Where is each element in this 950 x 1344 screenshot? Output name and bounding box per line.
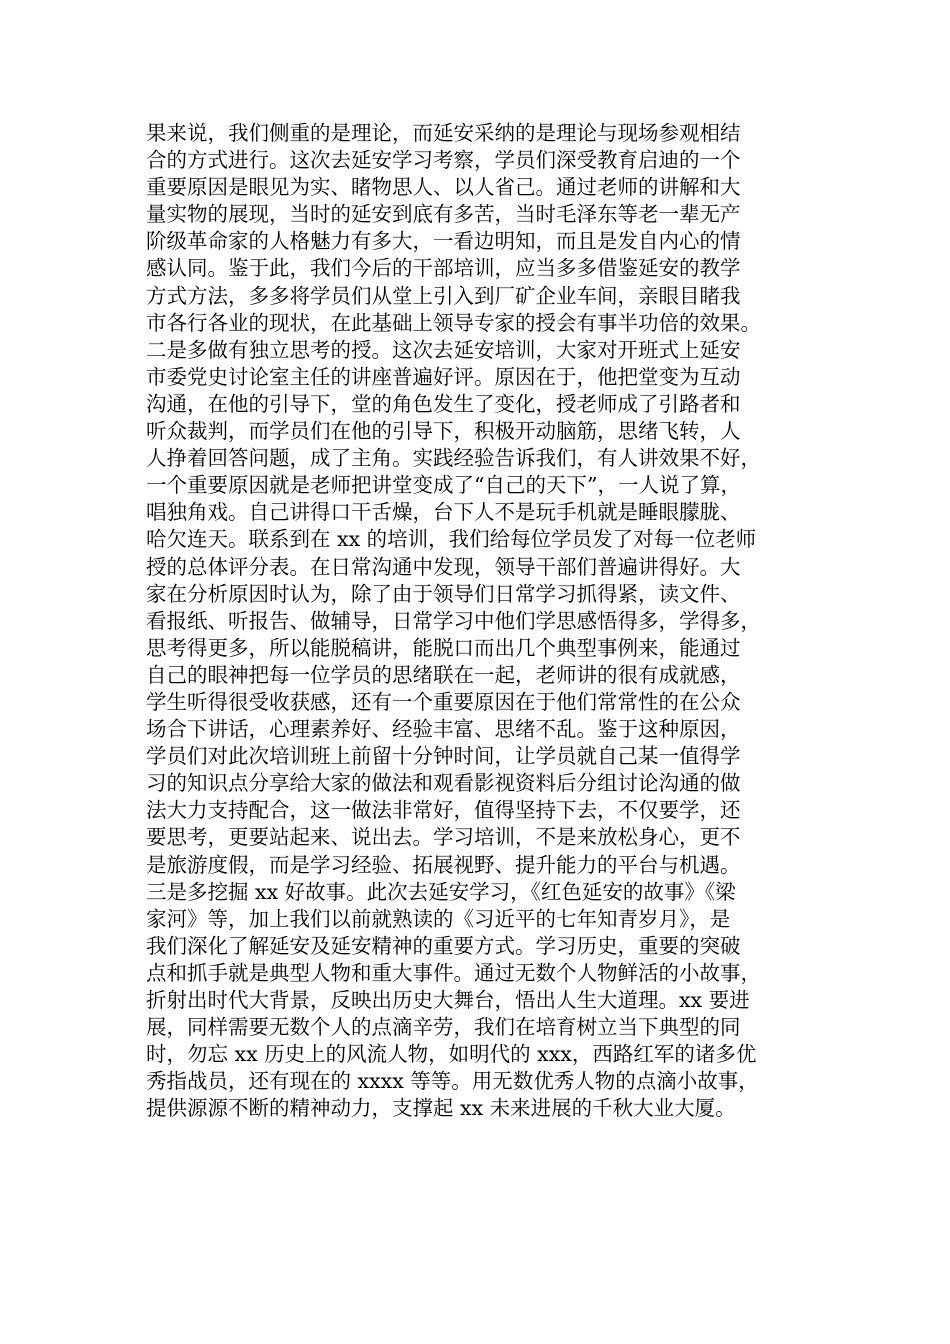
text-line: 习的知识点分享给大家的做法和观看影视资料后分组讨论沟通的做 — [146, 771, 741, 796]
text-line: 唱独角戏。自己讲得口干舌燥，台下人不是玩手机就是睡眼朦胧、 — [146, 500, 741, 525]
text-line: 合的方式进行。这次去延安学习考察，学员们深受教育启迪的一个 — [146, 148, 741, 173]
text-line: 法大力支持配合，这一做法非常好，值得坚持下去，不仅要学，还 — [146, 798, 741, 823]
text-line: 家在分析原因时认为，除了由于领导们日常学习抓得紧，读文件、 — [146, 581, 741, 606]
text-line: 听众裁判，而学员们在他的引导下，积极开动脑筋，思绪飞转，人 — [146, 419, 741, 444]
text-line: 场合下讲话，心理素养好、经验丰富、思绪不乱。鉴于这种原因， — [146, 717, 741, 742]
text-line: 哈欠连天。联系到在 xx 的培训，我们给每位学员发了对每一位老师 — [146, 527, 757, 552]
text-line: 量实物的展现，当时的延安到底有多苦，当时毛泽东等老一辈无产 — [146, 202, 741, 227]
text-line: 果来说，我们侧重的是理论，而延安采纳的是理论与现场参观相结 — [146, 121, 741, 145]
text-line: 二是多做有独立思考的授。这次去延安培训，大家对开班式上延安 — [146, 337, 741, 362]
text-line: 学生听得很受收获感，还有一个重要原因在于他们常常性的在公众 — [146, 689, 741, 714]
text-line: 展，同样需要无数个人的点滴辛劳，我们在培育树立当下典型的同 — [146, 1015, 741, 1040]
text-line: 三是多挖掘 xx 好故事。此次去延安学习，《红色延安的故事》《梁 — [146, 879, 736, 904]
text-line: 授的总体评分表。在日常沟通中发现，领导干部们普遍讲得好。大 — [146, 554, 741, 579]
text-line: 秀指战员，还有现在的 xxxx 等等。用无数优秀人物的点滴小故事， — [146, 1069, 759, 1094]
text-line: 人挣着回答问题，成了主角。实践经验告诉我们，有人讲效果不好， — [146, 446, 761, 471]
text-line: 看报纸、听报告、做辅导，日常学习中他们学思感悟得多，学得多， — [146, 608, 761, 633]
text-line: 市委党史讨论室主任的讲座普遍好评。原因在于，他把堂变为互动 — [146, 364, 741, 389]
text-line: 点和抓手就是典型人物和重大事件。通过无数个人物鲜活的小故事， — [146, 960, 761, 985]
text-line: 要思考，更要站起来、说出去。学习培训，不是来放松身心，更不 — [146, 825, 741, 850]
text-line: 学员们对此次培训班上前留十分钟时间，让学员就自己某一值得学 — [146, 744, 741, 769]
text-line: 折射出时代大背景，反映出历史大舞台，悟出人生大道理。xx 要进 — [146, 988, 750, 1012]
text-line: 时，勿忘 xx 历史上的风流人物，如明代的 xxx，西路红军的诸多优 — [146, 1042, 757, 1067]
text-line: 沟通，在他的引导下，堂的角色发生了变化，授老师成了引路者和 — [146, 391, 741, 416]
body-text — [146, 120, 826, 1122]
text-line: 一个重要原因就是老师把讲堂变成了“自己的天下”，一人说了算， — [146, 473, 741, 498]
text-line: 方式方法，多多将学员们从堂上引入到厂矿企业车间，亲眼目睹我 — [146, 283, 741, 308]
text-line: 家河》等，加上我们以前就熟读的《习近平的七年知青岁月》，是 — [146, 906, 731, 931]
text-line: 是旅游度假，而是学习经验、拓展视野、提升能力的平台与机遇。 — [146, 852, 741, 877]
text-line: 我们深化了解延安及延安精神的重要方式。学习历史，重要的突破 — [146, 933, 741, 958]
text-line: 阶级革命家的人格魅力有多大，一看边明知，而且是发自内心的情 — [146, 229, 741, 254]
text-line: 自己的眼神把每一位学员的思绪联在一起，老师讲的很有成就感， — [146, 662, 741, 687]
text-line: 重要原因是眼见为实、睹物思人、以人省己。通过老师的讲解和大 — [146, 175, 741, 200]
text-line: 提供源源不断的精神动力，支撑起 xx 未来进展的千秋大业大厦。 — [146, 1096, 736, 1121]
text-line: 感认同。鉴于此，我们今后的干部培训，应当多多借鉴延安的教学 — [146, 256, 741, 281]
text-line: 思考得更多，所以能脱稿讲，能脱口而出几个典型事例来，能通过 — [146, 635, 741, 660]
text-line: 市各行各业的现状，在此基础上领导专家的授会有事半功倍的效果。 — [146, 310, 761, 335]
